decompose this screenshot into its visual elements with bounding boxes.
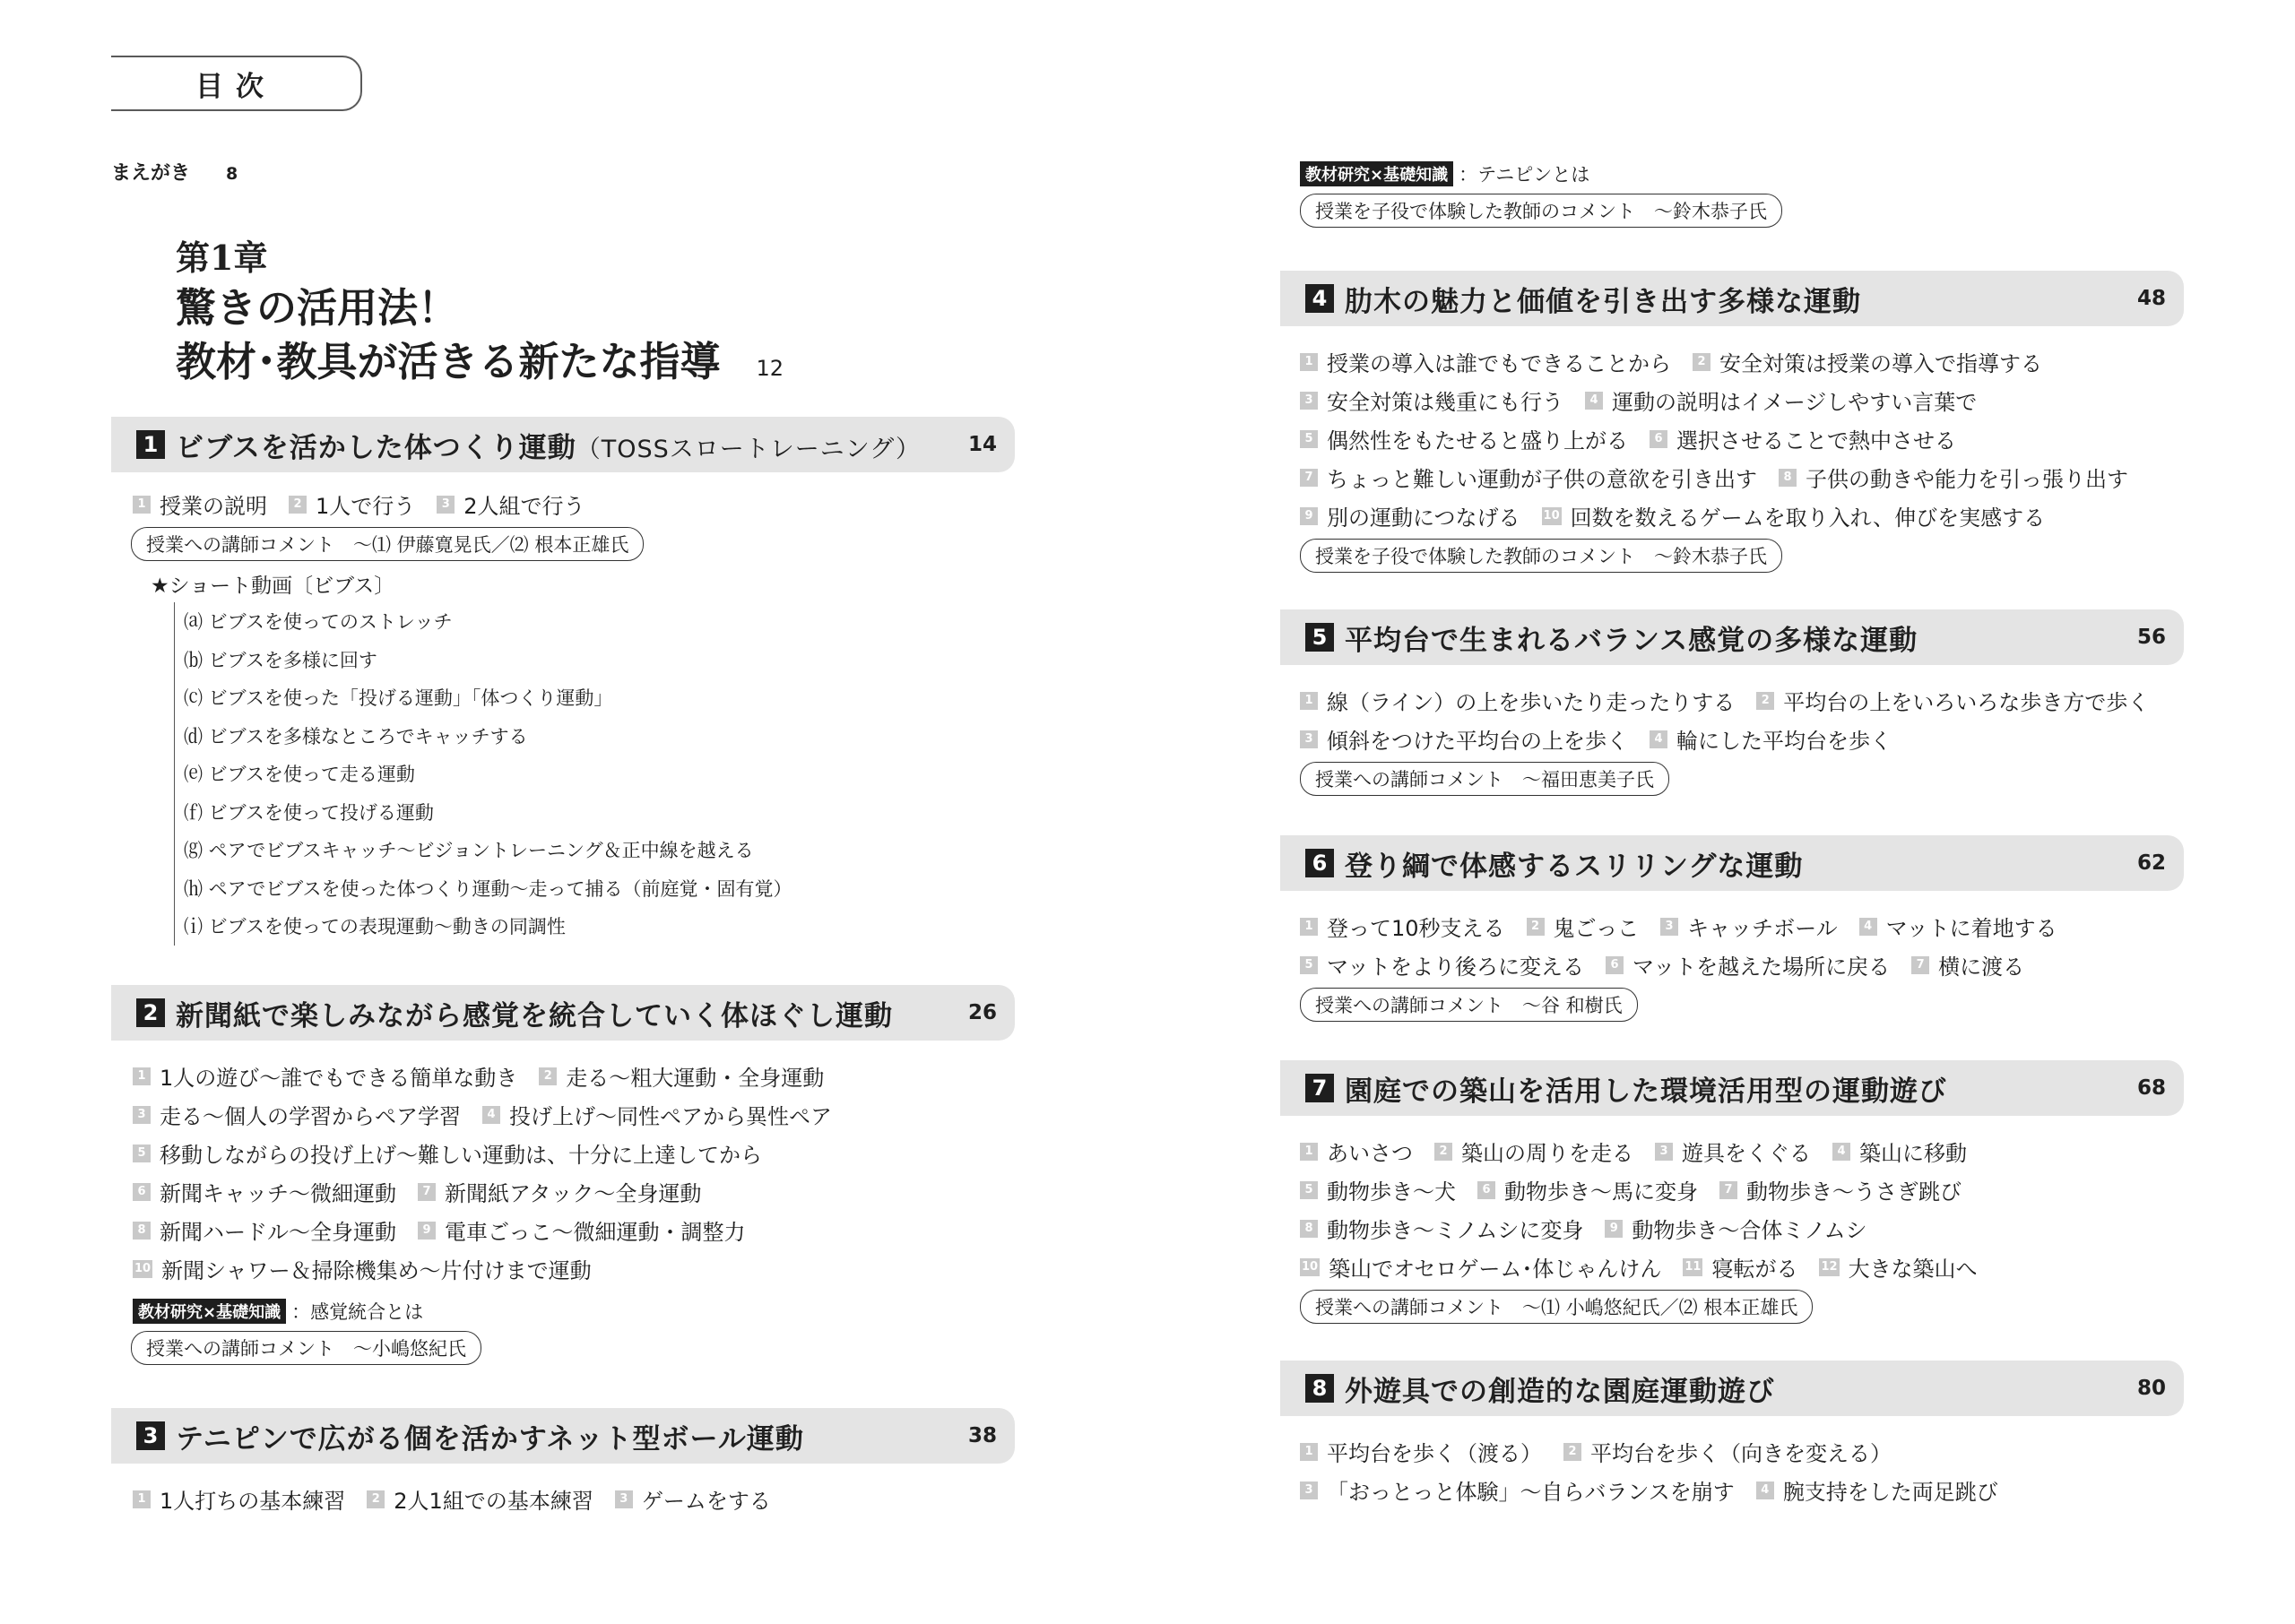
item-text: 1人打ちの基本練習	[160, 1489, 346, 1514]
item-text: 授業の説明	[160, 494, 267, 519]
item-row	[1300, 1209, 2186, 1248]
item-text: 動物歩き～馬に変身	[1504, 1179, 1698, 1205]
sub-item[interactable]: ⒠ ビブスを使って走る運動	[184, 764, 415, 786]
section-8-header[interactable]	[1280, 1361, 2184, 1416]
item-row	[1300, 1248, 2186, 1286]
section-number-badge: 8	[1305, 1374, 1334, 1403]
section-7	[1280, 1060, 2186, 1327]
item-row	[1300, 1170, 2186, 1209]
item-text: 別の運動につなげる	[1327, 505, 1520, 531]
section-page: 48	[2136, 287, 2166, 310]
section-1-header[interactable]	[111, 417, 1015, 472]
item-row	[133, 1172, 1017, 1211]
section-subtitle: （TOSSスロートレーニング）	[576, 435, 922, 463]
item-row	[1300, 342, 2186, 381]
list-item[interactable]	[1527, 911, 1640, 942]
item-text: 築山に移動	[1859, 1141, 1967, 1166]
item-number: 3	[1300, 1481, 1318, 1499]
item-number: 5	[1300, 430, 1318, 448]
item-text: 動物歩き～うさぎ跳び	[1746, 1179, 1962, 1205]
item-text: 傾斜をつけた平均台の上を歩く	[1327, 729, 1628, 754]
sub-item[interactable]: ⒡ ビブスを使って投げる運動	[184, 801, 434, 824]
item-text: 鬼ごっこ	[1553, 916, 1640, 941]
list-item[interactable]	[1300, 949, 1584, 980]
section-6	[1280, 835, 2186, 1025]
item-number: 1	[1300, 1443, 1318, 1461]
section-2-header[interactable]	[111, 985, 1015, 1041]
list-item[interactable]	[133, 1483, 345, 1515]
list-item[interactable]	[289, 488, 415, 520]
item-number: 2	[1693, 353, 1710, 371]
section-4	[1280, 271, 2186, 576]
item-text: 線（ライン）の上を歩いたり走ったりする	[1327, 690, 1736, 715]
list-item[interactable]	[1693, 346, 2042, 377]
list-item[interactable]	[1655, 1136, 1811, 1167]
list-item[interactable]	[1779, 462, 2128, 493]
item-number: 7	[1719, 1181, 1737, 1199]
item-number: 1	[133, 1490, 151, 1508]
item-text: 2人組で行う	[463, 494, 585, 519]
item-number: 4	[1832, 1143, 1850, 1161]
list-item[interactable]	[1300, 723, 1628, 755]
section-4-header[interactable]	[1280, 271, 2184, 326]
item-text: 新聞紙アタック～全身運動	[445, 1181, 702, 1206]
item-text: 回数を数えるゲームを取り入れ、伸びを実感する	[1570, 505, 2046, 531]
item-row	[1300, 1432, 2186, 1471]
basic-knowledge-tag: 教材研究×基礎知識	[133, 1299, 286, 1324]
item-row	[1300, 907, 2186, 946]
item-text: 投げ上げ～同性ペアから異性ペア	[509, 1104, 832, 1129]
item-number: 12	[1819, 1258, 1839, 1276]
item-text: 安全対策は授業の導入で指導する	[1719, 351, 2042, 376]
sub-item[interactable]: ⒞ ビブスを使った「投げる運動」「体つくり運動」	[184, 687, 613, 710]
item-number: 1	[133, 1067, 151, 1085]
list-item[interactable]	[1477, 1174, 1698, 1205]
comment-badge[interactable]: 授業を子役で体験した教師のコメント ～鈴木恭子氏	[1300, 194, 1782, 228]
section-5-header[interactable]	[1280, 609, 2184, 665]
basic-knowledge-line[interactable]	[133, 1295, 1017, 1327]
item-text: 走る～粗大運動・全身運動	[566, 1066, 825, 1091]
section-page: 68	[2136, 1076, 2166, 1100]
sub-item[interactable]: ⒢ ペアでビブスキャッチ～ビジョントレーニング＆正中線を越える	[184, 840, 754, 862]
section-number-badge: 1	[136, 430, 165, 459]
section-3-header[interactable]	[111, 1408, 1015, 1464]
section-title: テニピンで広がる個を活かすネット型ボール運動	[176, 1422, 804, 1456]
list-item[interactable]	[539, 1060, 824, 1092]
item-number: 10	[133, 1260, 152, 1278]
list-item[interactable]	[133, 1214, 396, 1246]
list-item[interactable]	[1300, 1436, 1542, 1467]
item-text: 移動しながらの投げ上げ～難しい運動は、十分に上達してから	[160, 1143, 762, 1168]
section-page: 80	[2136, 1377, 2166, 1400]
item-row	[1300, 458, 2186, 497]
item-number: 5	[133, 1145, 151, 1162]
item-number: 3	[615, 1490, 633, 1508]
section-3	[111, 1408, 1017, 1518]
item-text: 選択させることで熱中させる	[1676, 428, 1956, 454]
item-number: 8	[1300, 1220, 1318, 1238]
list-item[interactable]	[1585, 384, 1977, 416]
chapter-heading	[176, 235, 784, 395]
item-text: 築山でオセロゲーム･体じゃんけん	[1329, 1257, 1662, 1282]
list-item[interactable]	[1859, 911, 2057, 942]
item-text: 1人で行う	[316, 494, 416, 519]
item-text: 築山の周りを走る	[1461, 1141, 1633, 1166]
list-item[interactable]	[133, 1099, 461, 1130]
section-number-badge: 2	[136, 998, 165, 1027]
item-text: 走る～個人の学習からペア学習	[160, 1104, 461, 1129]
list-item[interactable]	[1300, 685, 1735, 716]
sub-item[interactable]: ⒝ ビブスを多様に回す	[184, 649, 377, 671]
list-item[interactable]	[1300, 462, 1757, 493]
item-text: 新聞キャッチ～微細運動	[160, 1181, 396, 1206]
item-text: 1人の遊び～誰でもできる簡単な動き	[160, 1066, 518, 1091]
item-text: 動物歩き～犬	[1327, 1179, 1456, 1205]
section-title: 肋木の魅力と価値を引き出す多様な運動	[1345, 285, 1861, 318]
section-number-badge: 4	[1305, 284, 1334, 313]
item-number: 10	[1300, 1258, 1320, 1276]
section-title: 登り綱で体感するスリリングな運動	[1345, 850, 1804, 883]
list-item[interactable]	[1300, 1136, 1413, 1167]
item-number: 3	[1300, 730, 1318, 748]
list-item[interactable]	[133, 1060, 517, 1092]
item-number: 5	[1300, 956, 1318, 974]
chapter-page: 12	[756, 356, 784, 381]
item-number: 4	[1650, 730, 1667, 748]
item-text: 大きな築山へ	[1848, 1257, 1978, 1282]
item-text: 平均台を歩く（向きを変える）	[1590, 1441, 1892, 1466]
list-item[interactable]	[615, 1483, 771, 1515]
item-row	[1300, 497, 2186, 535]
preface-page: 8	[226, 164, 238, 184]
item-number: 1	[1300, 353, 1318, 371]
chapter-title-line2: 教材･教具が活きる新たな指導	[176, 338, 721, 385]
section-number-badge: 5	[1305, 623, 1334, 652]
item-number: 7	[1300, 469, 1318, 487]
section-number-badge: 3	[136, 1421, 165, 1450]
list-item[interactable]	[1650, 423, 1956, 454]
item-text: 輪にした平均台を歩く	[1676, 729, 1892, 754]
item-text: マットを越えた場所に戻る	[1632, 955, 1891, 980]
section-2	[111, 985, 1017, 1369]
chapter-number: 第1章	[176, 238, 268, 278]
list-item[interactable]	[1606, 949, 1890, 980]
item-number: 9	[418, 1222, 436, 1240]
list-item[interactable]	[1832, 1136, 1967, 1167]
item-text: マットをより後ろに変える	[1327, 955, 1585, 980]
chapter-title-line1: 驚きの活用法！	[176, 284, 459, 332]
item-row	[1300, 381, 2186, 419]
item-number: 2	[1434, 1143, 1452, 1161]
list-item[interactable]	[1563, 1436, 1892, 1467]
item-number: 2	[1756, 692, 1774, 710]
item-row	[1300, 419, 2186, 458]
item-number: 3	[437, 496, 455, 514]
item-number: 2	[1563, 1443, 1581, 1461]
list-item[interactable]	[1300, 1174, 1456, 1205]
preface-entry[interactable]	[111, 158, 238, 186]
item-number: 9	[1300, 507, 1318, 525]
short-video-title: ★ショート動画〔ビブス〕	[151, 574, 395, 598]
item-number: 2	[539, 1067, 557, 1085]
list-item[interactable]	[482, 1099, 832, 1130]
item-text: 2人1組での基本練習	[394, 1489, 593, 1514]
item-text: 運動の説明はイメージしやすい言葉で	[1612, 390, 1978, 415]
sub-item[interactable]: ⒟ ビブスを多様なところでキャッチする	[184, 725, 528, 747]
section-title: 園庭での築山を活用した環境活用型の運動遊び	[1345, 1075, 1947, 1108]
toc-title: 目次	[111, 56, 362, 111]
section-7-header[interactable]	[1280, 1060, 2184, 1116]
list-item[interactable]	[133, 1253, 592, 1284]
list-item[interactable]	[1650, 723, 1892, 755]
preface-label: まえがき	[111, 162, 191, 185]
item-text: 授業の導入は誰でもできることから	[1327, 351, 1671, 376]
basic-knowledge-line[interactable]	[1300, 158, 2186, 190]
list-item[interactable]	[1300, 911, 1505, 942]
list-item[interactable]	[1300, 423, 1628, 454]
section-title: ビブスを活かした体つくり運動	[176, 431, 576, 464]
list-item[interactable]	[1911, 949, 2024, 980]
section-page: 14	[967, 433, 997, 456]
item-row	[1300, 946, 2186, 984]
item-number: 8	[1779, 469, 1797, 487]
item-text: 寝転がる	[1711, 1257, 1798, 1282]
item-text: 横に渡る	[1938, 955, 2025, 980]
item-text: 安全対策は幾重にも行う	[1327, 390, 1563, 415]
list-item[interactable]	[1660, 911, 1838, 942]
list-item[interactable]	[1756, 1474, 1998, 1506]
section-page: 56	[2136, 626, 2166, 649]
item-number: 8	[133, 1222, 151, 1240]
item-text: ちょっと難しい運動が子供の意欲を引き出す	[1327, 467, 1757, 492]
section-title: 新聞紙で楽しみながら感覚を統合していく体ほぐし運動	[176, 999, 893, 1032]
list-item[interactable]	[418, 1176, 701, 1207]
item-number: 6	[133, 1183, 151, 1201]
item-text: 新聞シャワー＆掃除機集め～片付けまで運動	[161, 1258, 592, 1283]
list-item[interactable]	[1300, 384, 1563, 416]
item-text: 動物歩き～ミノムシに変身	[1327, 1218, 1584, 1243]
list-item[interactable]	[418, 1214, 746, 1246]
list-item[interactable]	[1683, 1251, 1797, 1283]
section-1	[111, 417, 1017, 946]
item-row	[133, 1249, 1017, 1288]
item-text: 子供の動きや能力を引っ張り出す	[1806, 467, 2128, 492]
item-row	[133, 1134, 1017, 1172]
item-text: 新聞ハードル～全身運動	[160, 1220, 396, 1245]
item-number: 7	[418, 1183, 436, 1201]
item-text: あいさつ	[1327, 1141, 1413, 1166]
comment-badge[interactable]: 授業への講師コメント ～小嶋悠紀氏	[131, 1331, 481, 1365]
sub-item[interactable]: ⒣ ペアでビブスを使った体つくり運動～走って捕る（前庭覚・固有覚）	[184, 877, 792, 900]
sub-item[interactable]: ⒤ ビブスを使っての表現運動～動きの同調性	[184, 916, 566, 938]
list-item[interactable]	[367, 1483, 593, 1515]
item-row	[133, 1211, 1017, 1249]
item-number: 2	[1527, 918, 1545, 936]
section-8	[1280, 1361, 2186, 1509]
section-title: 外遊具での創造的な園庭運動遊び	[1345, 1375, 1775, 1408]
item-number: 3	[133, 1106, 151, 1124]
list-item[interactable]	[1542, 500, 2046, 531]
section-number-badge: 6	[1305, 849, 1334, 877]
section-5	[1280, 609, 2186, 799]
comment-badge[interactable]: 授業への講師コメント ～⑴ 小嶋悠紀氏／⑵ 根本正雄氏	[1300, 1290, 1813, 1324]
item-row	[133, 1480, 1017, 1518]
section-title: 平均台で生まれるバランス感覚の多様な運動	[1345, 624, 1918, 657]
item-number: 5	[1300, 1181, 1318, 1199]
list-item[interactable]	[1605, 1213, 1866, 1244]
section-number-badge: 7	[1305, 1074, 1334, 1102]
list-item[interactable]	[1300, 1251, 1661, 1283]
item-text: ゲームをする	[641, 1489, 771, 1514]
item-number: 4	[1859, 918, 1877, 936]
item-number: 1	[1300, 1143, 1318, 1161]
basic-knowledge-text: ：感覚統合とは	[291, 1301, 424, 1323]
item-text: 偶然性をもたせると盛り上がる	[1327, 428, 1628, 454]
item-number: 3	[1655, 1143, 1673, 1161]
item-row	[1300, 1132, 2186, 1170]
item-row	[133, 485, 1017, 523]
item-number: 6	[1477, 1181, 1495, 1199]
item-row	[133, 1095, 1017, 1134]
item-text: キャッチボール	[1687, 916, 1838, 941]
item-number: 2	[289, 496, 307, 514]
item-text: 腕支持をした両足跳び	[1782, 1480, 1998, 1505]
item-text: 平均台の上をいろいろな歩き方で歩く	[1783, 690, 2150, 715]
section-6-header[interactable]	[1280, 835, 2184, 891]
list-item[interactable]	[1300, 1213, 1583, 1244]
section-page: 26	[967, 1001, 997, 1024]
item-number: 1	[133, 496, 151, 514]
item-number: 9	[1605, 1220, 1623, 1238]
item-text: 電車ごっこ～微細運動・調整力	[445, 1220, 746, 1245]
list-item[interactable]	[133, 1137, 762, 1169]
section-page: 62	[2136, 851, 2166, 875]
item-number: 3	[1660, 918, 1678, 936]
list-item[interactable]	[1819, 1251, 1977, 1283]
comment-badge[interactable]: 授業への講師コメント ～福田恵美子氏	[1300, 762, 1669, 796]
item-text: 平均台を歩く（渡る）	[1327, 1441, 1542, 1466]
item-row	[1300, 681, 2186, 720]
item-number: 1	[1300, 918, 1318, 936]
basic-knowledge-text: ：テニピンとは	[1459, 164, 1590, 186]
list-item[interactable]	[1434, 1136, 1633, 1167]
section-page: 38	[967, 1424, 997, 1447]
list-item[interactable]	[1300, 1474, 1735, 1506]
item-number: 10	[1542, 507, 1562, 525]
item-text: 「おっとっと体験」～自らバランスを崩す	[1327, 1480, 1735, 1505]
list-item[interactable]	[1756, 685, 2149, 716]
item-text: 動物歩き～合体ミノムシ	[1632, 1218, 1867, 1243]
item-text: マットに着地する	[1885, 916, 2057, 941]
item-number: 6	[1650, 430, 1667, 448]
item-number: 1	[1300, 692, 1318, 710]
list-item[interactable]	[1300, 346, 1671, 377]
item-row	[1300, 1471, 2186, 1509]
list-item[interactable]	[133, 488, 267, 520]
sub-item[interactable]: ⒜ ビブスを使ってのストレッチ	[184, 611, 453, 634]
item-number: 2	[367, 1490, 385, 1508]
basic-knowledge-tag: 教材研究×基礎知識	[1300, 161, 1453, 186]
item-number: 3	[1300, 392, 1318, 410]
item-row	[1300, 720, 2186, 758]
list-item[interactable]	[133, 1176, 396, 1207]
list-item[interactable]	[1300, 500, 1520, 531]
comment-badge[interactable]: 授業を子役で体験した教師のコメント ～鈴木恭子氏	[1300, 539, 1782, 573]
item-number: 11	[1683, 1258, 1702, 1276]
list-item[interactable]	[437, 488, 585, 520]
item-number: 4	[1585, 392, 1603, 410]
section-3-continued	[1280, 158, 2186, 231]
item-row	[133, 1057, 1017, 1095]
item-number: 4	[482, 1106, 500, 1124]
comment-badge[interactable]: 授業への講師コメント ～⑴ 伊藤寛晃氏／⑵ 根本正雄氏	[131, 527, 644, 561]
item-number: 7	[1911, 956, 1929, 974]
item-number: 4	[1756, 1481, 1774, 1499]
short-video-list	[174, 602, 1017, 946]
item-number: 6	[1606, 956, 1624, 974]
comment-badge[interactable]: 授業への講師コメント ～谷 和樹氏	[1300, 988, 1638, 1022]
item-text: 登って10秒支える	[1327, 916, 1505, 941]
list-item[interactable]	[1719, 1174, 1962, 1205]
item-text: 遊具をくぐる	[1682, 1141, 1811, 1166]
